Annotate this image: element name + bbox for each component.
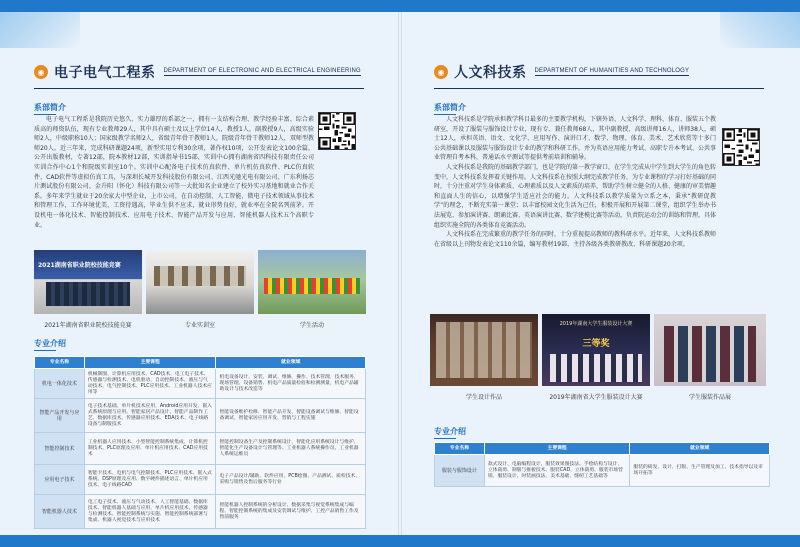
table-row <box>35 433 366 465</box>
photo-caption: 学生活动 <box>299 322 324 329</box>
photo-caption: 2019年湖南省大学生服装设计大赛 <box>549 394 643 401</box>
major-name: 智能机器人技术 <box>35 495 85 529</box>
col-header-courses: 主要课程 <box>484 443 630 455</box>
major-jobs: 电子产品设计/辅助、软件应用、PCB绘图、产品测试、质检技术、采购与销售及售后服务等行业 <box>216 465 366 495</box>
fashion-show-photo <box>654 314 766 386</box>
dept-title: 人文科技系 <box>454 65 527 81</box>
major-courses: 电工电子技术、液压与气动技术、人工智能基础、数据库技术、智能机器人基础与应用、单片机应用技术、传感器与检测技术、智能控制系统与实施、智能控制系统部署与集成、机器人视觉技术与应用技术 <box>84 495 216 529</box>
competition-banner: 2021湖南省职业院校技能竞赛 <box>38 262 121 269</box>
major-courses: 款式设计、电脑编程设计、服装效果图技法、手绘结构与设计、立体裁剪、制版与推板技术、服装CAD、立体裁剪、服装市场营销、服装设计、时装画技法、美术基础、缝纫工艺基础等 <box>484 455 630 487</box>
header-divider <box>434 88 764 89</box>
major-name: 服装与服饰设计 <box>435 455 485 487</box>
major-name: 智能产品开发与应用 <box>35 399 85 433</box>
col-header-jobs: 就业领域 <box>216 357 366 369</box>
intro-paragraph: 电子电气工程系是我院历史悠久、实力雄厚的系部之一，拥有一支结构合理、教学经验丰富、综合素质高的师资队伍，现有专业教师29人，其中具有硕士及以上学位14人，教授1人，副教授9人，高级实验师2人，中级职称10人；国家级教学名师2人，省级青年骨干教师1人，院级青年骨干教师12人，双师型教师20人。近三年来，完成科研课题24项，新型实用专利30余项，著作权10项，公开发表论文100余篇，公开出版教材，专著12部，院本教材12部，实训指导书15部，实训中心拥有湖南省四科技有限责任公司实训合作中心1个和院级实训室10个。实训中心配备电子技术仿真软件、单片机仿真软件、PLC仿真软件、CAD软件等虚拟仿真工具，与深圳长城开发科技股份有限公司、江西光驰光电有限公司、广东利扬芯片测试股份有限公司、金升阳（怀化）科技有限公司等一大批知名企业建立了校外实习基地和就业合作关系。多年来学生就业于20余家大中型企业，上市公司，在自动控制、人工智能、微电子技术领域从事技术和管理工作，工作环境优美，工资待遇高，毕业生供不应求，就业形势良好，就业率在全院名列前茅。开设机电一体化技术、智能控制技术、应用电子技术、智能产品开发与应用、智能机器人技术五个高职专业。 <box>34 116 314 229</box>
photo-caption: 学生服装作品展 <box>688 394 731 401</box>
header-divider <box>34 88 364 89</box>
lab-benches <box>154 266 246 286</box>
major-table <box>34 356 366 529</box>
dept-header <box>34 62 361 82</box>
major-courses: 机械制图、计算机应用技术、CAD技术、电工电子技术、传感器与检测技术、电机驱动、自动控制技术、液压与气动技术、电气控制技术、PLC应用技术、工业机器人技术应用等 <box>84 369 216 399</box>
winners-row <box>550 354 642 382</box>
major-table <box>434 442 770 487</box>
top-border <box>0 0 800 12</box>
major-courses: 电子技术基础、单片机技术应用、Android应用开发、嵌入式系统原理与应用、智能家居产品设计、智能产品制作工艺、数据库技术、传感器应用技术、EDA技术、电子线路设备与制版技术 <box>84 399 216 433</box>
group-silhouette <box>46 282 130 306</box>
major-courses: 工业机器人应用技术、小型智能控制系统集成、计算机控制技术、PLC原理及应用、单片机应用技术、CAD应用技术 <box>84 433 216 465</box>
table-row <box>435 455 770 487</box>
major-name: 应用电子技术 <box>35 465 85 495</box>
major-courses: 智能卡技术、电机与电气控制技术、PLC应用技术、嵌入式系统、DSP原理及应用、数字硬件描述语言、单片机应用技术、电子线路CAD <box>84 465 216 495</box>
dept-title-en: DEPARTMENT OF ELECTRONIC AND ELECTRICAL ENGINEERING <box>163 68 361 74</box>
corner-decoration <box>720 12 800 48</box>
dept-title: 电子电气工程系 <box>54 65 156 81</box>
performers <box>264 278 360 294</box>
design-contest-photo <box>542 314 650 386</box>
table-row <box>35 369 366 399</box>
intro-heading: 系部简介 <box>434 102 466 115</box>
table-row <box>35 465 366 495</box>
lab-photo <box>146 250 254 314</box>
major-name: 智能控制技术 <box>35 433 85 465</box>
intro-heading: 系部简介 <box>34 102 66 115</box>
left-page <box>0 12 400 535</box>
major-name: 机电一体化技术 <box>35 369 85 399</box>
dept-title-en: DEPARTMENT OF HUMANITIES AND TECHNOLOGY <box>534 68 690 74</box>
col-header-name: 专业名称 <box>35 357 85 369</box>
major-jobs: 服装的研发、设计、打版、生产管理及加工、技术指导以及市场开拓等 <box>630 455 770 487</box>
activity-photo <box>258 250 366 314</box>
major-jobs: 智能设备维护检修、智能产品开发、智能设备调试与维修、智能设备调试、智能家居应用开发、营销与工程实施 <box>216 399 366 433</box>
garment-display <box>664 326 756 382</box>
table-header-row <box>435 443 770 455</box>
student-work-photo <box>430 314 538 386</box>
table-header-row <box>35 357 366 369</box>
qr-code-icon <box>722 128 760 166</box>
major-heading: 专业介绍 <box>434 426 466 439</box>
framed-works <box>436 322 532 378</box>
col-header-jobs: 就业领域 <box>630 443 770 455</box>
dept-header <box>434 62 689 82</box>
page-fold <box>398 12 402 535</box>
col-header-name: 专业名称 <box>435 443 485 455</box>
intro-paragraph: 人文科技系是学院承担教学科目最多的主要教学机构，下辖外语、人文科学、理科、体育、服装五个教研室，开设了服装与服饰设计专业，现有专、兼任教师68人，其中副教授、高级讲师16人，讲师38人，硕士12人，承担英语、语文、文化学、应用写作、演讲口才、数学、物理、体育、美术、艺术欣赏等十多门公共基础课以及服装与服饰设计专业的教学和科研工作，并为英语应用能力考试、高职专升本考试、公共事业管理自考本科，普通话水平测试等提供考前培训和辅导。 人文科技系是我院的基础教学部门，也是学院的第一教学窗口，在学生完成从中学生到大学生的角色转变中，人文科技系发挥着关键作用。人文科技系在按照大纲完成教学任务，为专业课程的学习打好基础的同时，十分注重对学生身体素质、心理素质以及人文素质的培养，帮助学生树立健全的人格、健康的审美情趣和直面人生的信心，以增强学生适应社会的能力。人文科技系以教学质量为立系之本，秉承“教研促教学”的理念，不断充实第一课堂；以丰富校园文化生活为己任，积极开展和开展第二课堂，组织学生举办书法展览、参加演讲赛、朗诵比赛、英语演讲比赛、数学建模比赛等活动，负责院运动会的训练和管理，具体组织实施全院的各类体育竞赛活动。 人文科技系在完成繁重的教学任务的同时，十分重视提高教师的教科研水平。近年来，人文科技系教师在省级以上刊物发表论文110余篇，编写教材19部，主持各级各类教研教改、科研课题20余项。 <box>434 116 717 248</box>
department-logo-icon: ◉ <box>34 65 48 79</box>
photo-caption: 2021年湖南省职业院校技能竞赛 <box>44 322 132 329</box>
contest-banner: 2019年湖南大学生服装设计大赛 <box>559 321 633 327</box>
corner-decoration <box>0 12 80 48</box>
major-heading: 专业介绍 <box>34 338 66 351</box>
bottom-border <box>0 535 800 547</box>
major-jobs: 智能控制设备生产及控制系统设计，智能化应用系统设计与维护、智能化生产设备设计与管理等、工业机器人系统操作员、工业机器人系统运维员 <box>216 433 366 465</box>
right-page <box>400 12 800 535</box>
col-header-courses: 主要课程 <box>84 357 216 369</box>
award-text: 三等奖 <box>582 339 610 349</box>
major-jobs: 机电设备设计、安装、调试、维修、操作、技术管理、技术服务、现场管理、设备销售、机电产品质量检验和检测测量，机电产品辅助设计与技术改造等 <box>216 369 366 399</box>
major-jobs: 智能机器人控制系统的分析设计、数据采集与视觉系统集成与编程、智能控制系统的集成及安装调试与维护、工控产品销售工作及售前服务 <box>216 495 366 529</box>
table-row <box>35 495 366 529</box>
department-logo-icon: ◉ <box>434 65 448 79</box>
photo-caption: 学生设计作品 <box>465 394 502 401</box>
table-row <box>35 399 366 433</box>
qr-code-icon <box>318 112 356 150</box>
photo-caption: 专业实训室 <box>184 322 215 329</box>
competition-photo <box>34 250 142 314</box>
